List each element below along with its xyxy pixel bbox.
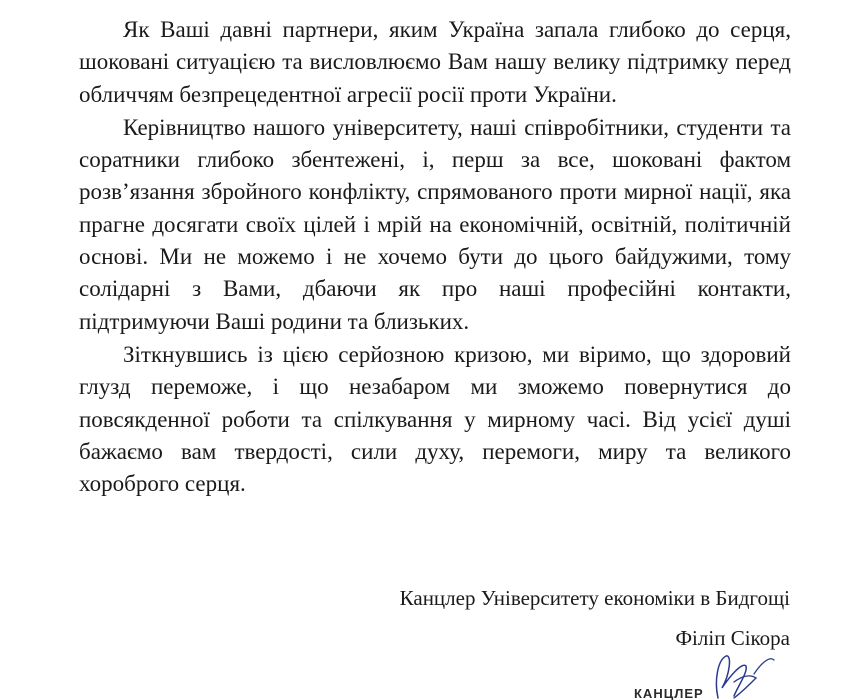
signature-block — [400, 578, 790, 658]
paragraph-2: Керівництво нашого університету, наші співробітники, студенти та соратники глибоко збентежені, і, перш за все, шоковані фактом розв’язання збройного конфлікту, спрямованого проти мирної нації, яка прагне досягати своїх цілей і мрій на економічній, освітній, політичній основі. Ми не можемо і не хочемо бути до цього байдужими, тому солідарні з Вами, дбаючи як про наші професійні контакти, підтримуючи Ваші родини та близьких. — [79, 114, 791, 334]
stamp-text: КАНЦЛЕР — [634, 686, 704, 700]
signature-stroke-3 — [754, 659, 774, 674]
signatory-name: Філіп Сікора — [675, 626, 790, 650]
letter-body — [79, 14, 791, 500]
signatory-title: Канцлер Університету економіки в Бидгощі — [399, 586, 790, 610]
paragraph-1: Як Ваші давні партнери, яким Україна запала глибоко до серця, шоковані ситуацією та висловлюємо Вам нашу велику підтримку перед обличчям безпрецедентної агресії росії проти України. — [79, 17, 791, 107]
paragraph-3: Зіткнувшись із цією серйозною кризою, ми віримо, що здоровий глузд переможе, і що незабаром ми зможемо повернутися до повсякденної роботи та спілкування у мирному часі. Від усієї душі бажаємо вам твердості, сили духу, перемоги, миру та великого хороброго серця. — [79, 341, 791, 497]
handwritten-signature — [630, 652, 830, 700]
signature-stroke-2 — [734, 676, 756, 698]
